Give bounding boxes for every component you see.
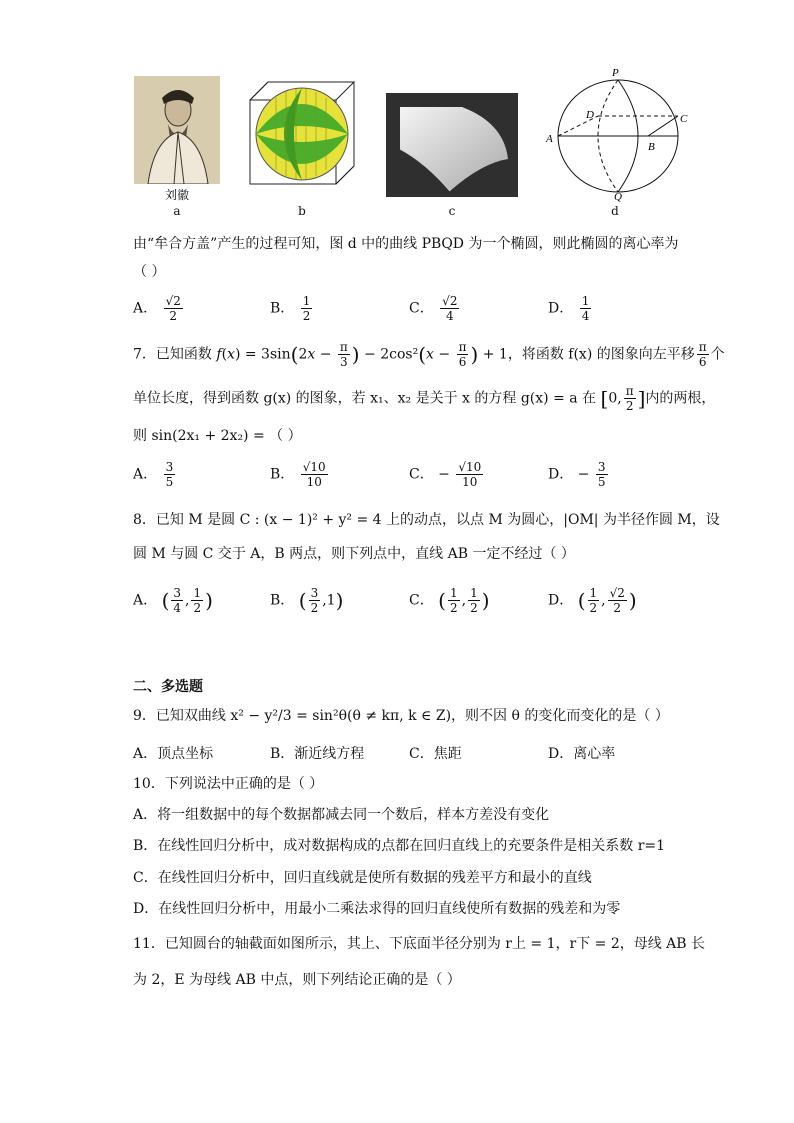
figure-a [134, 76, 220, 184]
option-letter: C． [409, 300, 434, 317]
option-letter: A． [133, 592, 158, 609]
figure-c [386, 93, 518, 197]
q6-option-b: B． $\frac{1}{2}$ [270, 294, 311, 323]
q10-option-d: D．在线性回归分析中，用最小二乘法求得的回归直线使所有数据的残差和为零 [133, 901, 621, 917]
point-b-label: B [648, 141, 655, 153]
q9-option-b: B．渐近线方程 [270, 746, 365, 762]
q6-paren: （ ） [133, 264, 166, 280]
option-letter: C． [409, 592, 434, 609]
point-p-label: P [612, 67, 619, 79]
point-d-label: D [586, 109, 594, 121]
option-letter: C． [409, 466, 434, 483]
q7-option-a: A． $\frac{3}{5}$ [133, 460, 174, 489]
figure-a-caption: 刘徽 [164, 188, 189, 202]
q9-line1: 9．已知双曲线 x² − y²/3 = sin²θ(θ ≠ kπ, k ∈ Z)，则不因 θ 的变化而变化的是（ ） [133, 708, 669, 724]
figure-c-label: c [448, 204, 456, 218]
q8-line2: 圆 M 与圆 C 交于 A，B 两点，则下列点中，直线 AB 一定不经过（ ） [133, 546, 575, 562]
q9-option-c: C．焦距 [409, 746, 462, 762]
figure-d-label: d [611, 204, 619, 218]
q7-line2: 单位长度，得到函数 g(x) 的图象，若 x₁、x₂ 是关于 x 的方程 g(x) = a 在 [0, $\frac{\pi}{2}$ ]内的两根， [133, 384, 716, 413]
q8-option-a: A． ( $\frac{3}{4}$ , $\frac{1}{2}$ ) [133, 586, 213, 615]
section-heading: 二、多选题 [133, 679, 203, 695]
option-letter: B． [270, 466, 295, 483]
portrait-image [134, 76, 220, 184]
point-a-label: A [546, 133, 553, 145]
q7-option-c: C． − $\frac{√10}{10}$ [409, 460, 482, 489]
q8-option-b: B． ( $\frac{3}{2}$ ,1) [270, 586, 344, 615]
option-letter: D． [548, 592, 574, 609]
figure-d [540, 66, 690, 202]
q7-line1: 7．已知函数 f(x) = 3sin(2x − $\frac{\pi}{3}$ ) − 2cos²(x − $\frac{\pi}{6}$ ) + 1，将函数 f(x) 的图象向左平移 $\frac{\pi}{6}$ 个 [133, 340, 725, 369]
q10-option-a: A．将一组数据中的每个数据都减去同一个数后，样本方差没有变化 [133, 807, 550, 823]
option-letter: D． [548, 300, 574, 317]
point-q-label: Q [614, 191, 622, 202]
cube-sphere-diagram [246, 78, 358, 186]
q10-option-b: B．在线性回归分析中，成对数据构成的点都在回归直线上的充要条件是相关系数 r=1 [133, 838, 666, 854]
q6-stem: 由“牟合方盖”产生的过程可知，图 d 中的曲线 PBQD 为一个椭圆，则此椭圆的离心率为 [133, 236, 679, 252]
q9-option-a: A．顶点坐标 [133, 746, 214, 762]
q11-line1: 11．已知圆台的轴截面如图所示，其上、下底面半径分别为 r上 = 1，r下 = 2，母线 AB 长 [133, 936, 706, 952]
q11-line2: 为 2，E 为母线 AB 中点，则下列结论正确的是（ ） [133, 972, 461, 988]
q7-line3: 则 sin(2x₁ + 2x₂) = （ ） [133, 428, 302, 444]
q9-option-d: D．离心率 [548, 746, 616, 762]
option-letter: B． [270, 592, 295, 609]
option-letter: D． [548, 466, 574, 483]
q7-option-d: D． − $\frac{3}{5}$ [548, 460, 606, 489]
q6-option-a: A． $\frac{√2}{2}$ [133, 294, 181, 323]
figure-a-label: a [173, 204, 181, 218]
q7-option-b: B． $\frac{√10}{10}$ [270, 460, 326, 489]
option-letter: A． [133, 300, 158, 317]
option-letter: B． [270, 300, 295, 317]
ellipse-diagram [540, 66, 690, 202]
solid-render-image [386, 93, 518, 197]
q6-option-d: D． $\frac{1}{4}$ [548, 294, 590, 323]
q8-line1: 8．已知 M 是圆 C : (x − 1)² + y² = 4 上的动点，以点 M 为圆心，|OM| 为半径作圆 M，设 [133, 512, 720, 528]
q10-option-c: C．在线性回归分析中，回归直线就是使所有数据的残差平方和最小的直线 [133, 870, 592, 886]
q6-option-c: C． $\frac{√2}{4}$ [409, 294, 458, 323]
figure-b-label: b [298, 204, 306, 218]
q8-option-c: C． ( $\frac{1}{2}$ , $\frac{1}{2}$ ) [409, 586, 490, 615]
q10-stem: 10．下列说法中正确的是（ ） [133, 776, 324, 792]
q8-option-d: D． ( $\frac{1}{2}$ , $\frac{√2}{2}$ ) [548, 586, 637, 615]
option-letter: A． [133, 466, 158, 483]
figure-b [246, 78, 358, 186]
point-c-label: C [680, 113, 688, 125]
